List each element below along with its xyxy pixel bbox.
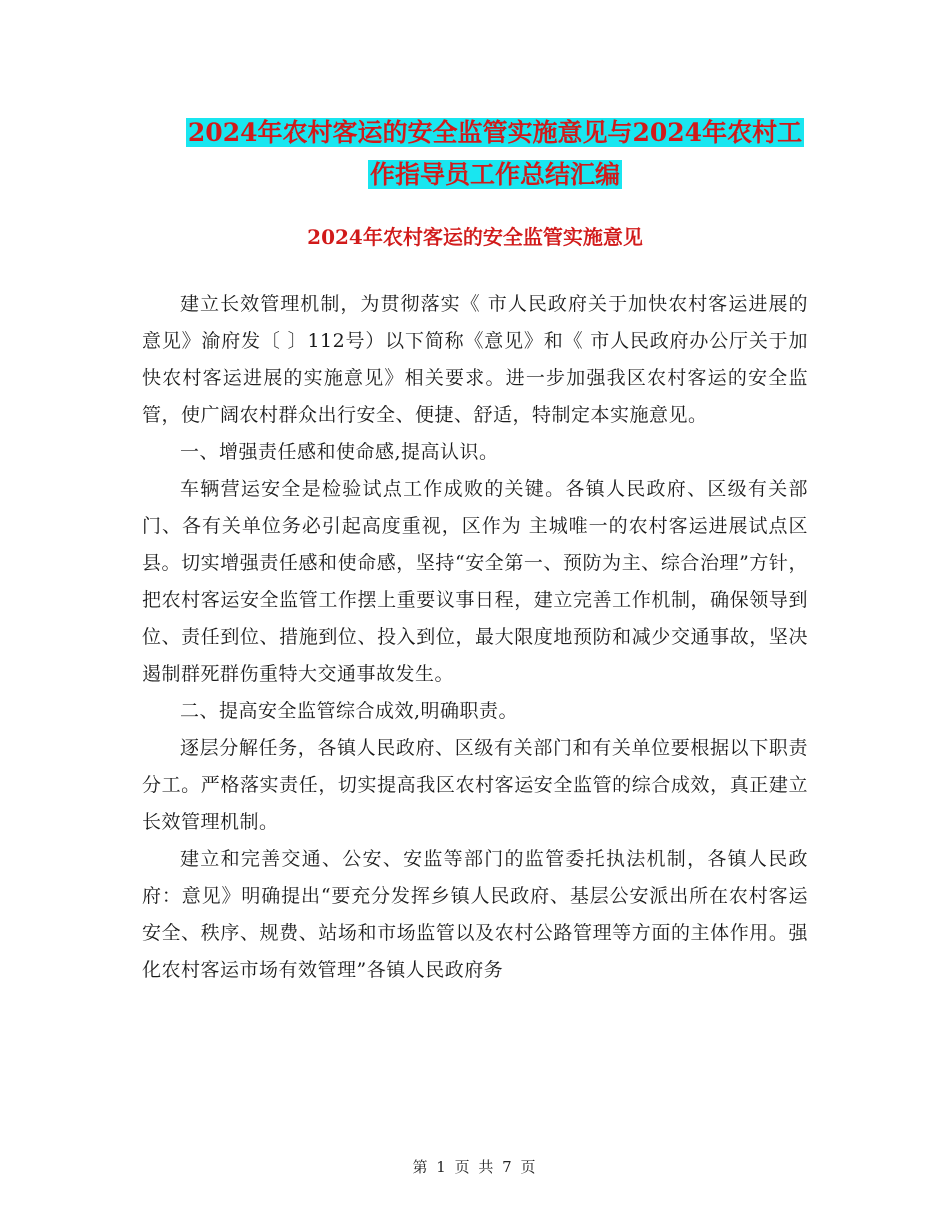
- paragraph: 车辆营运安全是检验试点工作成败的关键。各镇人民政府、区级有关部门、各有关单位务必引起高度重视，区作为 主城唯一的农村客运进展试点区县。切实增强责任感和使命感，坚持“安全第一、预防为主、综合治理”方针，把农村客运安全监管工作摆上重要议事日程，建立完善工作机制，确保领导到位、责任到位、措施到位、投入到位，最大限度地预防和减少交通事故，坚决遏制群死群伤重特大交通事故发生。: [142, 478, 808, 685]
- main-title-line2: 作指导员工作总结汇编: [369, 160, 620, 189]
- section-title: 2024年农村客运的安全监管实施意见: [307, 225, 643, 249]
- paragraph: 建立和完善交通、公安、安监等部门的监管委托执法机制，各镇人民政府：意见》明确提出“要充分发挥乡镇人民政府、基层公安派出所在农村客运安全、秩序、规费、站场和市场监管以及农村公路管理等方面的主体作用。强化农村客运市场有效管理”各镇人民政府务: [142, 848, 808, 981]
- paragraph: 逐层分解任务，各镇人民政府、区级有关部门和有关单位要根据以下职责分工。严格落实责任，切实提高我区农村客运安全监管的综合成效，真正建立长效管理机制。: [142, 737, 808, 833]
- main-title: [140, 112, 850, 196]
- paragraph: 建立长效管理机制，为贯彻落实《 市人民政府关于加快农村客运进展的意见》渝府发〔 〕112号）以下简称《意见》和《 市人民政府办公厅关于加快农村客运进展的实施意见》相关要求。进一步加强我区农村客运的安全监管，使广阔农村群众出行安全、便捷、舒适，特制定本实施意见。: [142, 293, 808, 426]
- main-title-line1: 2024年农村客运的安全监管实施意见与2024年农村工: [187, 118, 803, 147]
- paragraph-heading: 一、增强责任感和使命感,提高认识。: [180, 441, 499, 463]
- page-footer: 第 1 页 共 7 页: [412, 1158, 538, 1176]
- body-text: [142, 286, 808, 989]
- paragraph-heading: 二、提高安全监管综合成效,明确职责。: [180, 700, 519, 722]
